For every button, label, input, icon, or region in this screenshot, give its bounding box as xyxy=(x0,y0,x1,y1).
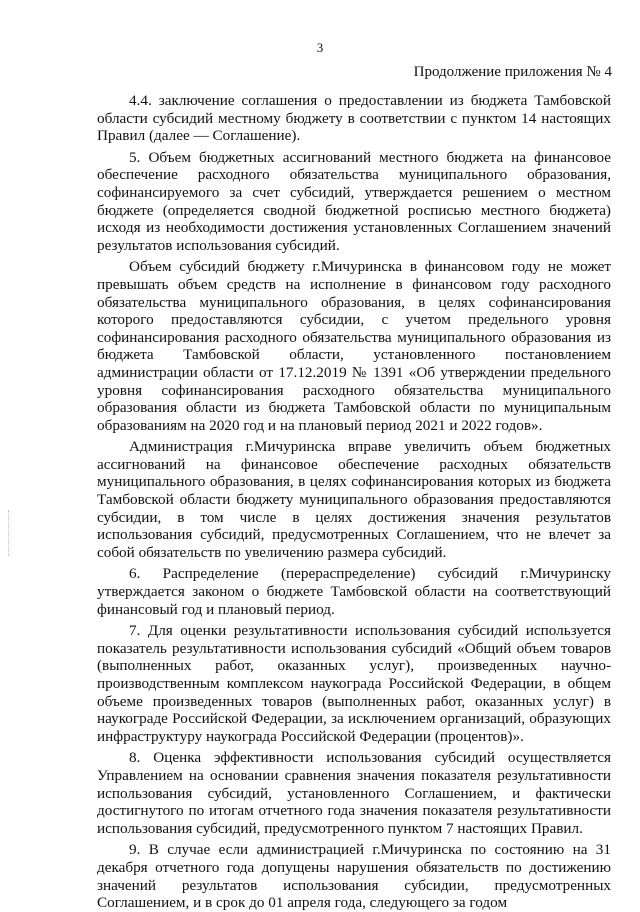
paragraph-5: 5. Объем бюджетных ассигнований местного бюджета на финансовое обеспечение расходного обязательства муниципального образования, софинансируемого за счет субсидий, утверждается решением о местном бюджете (определяется сводной бюджетной росписью местного бюджета) исходя из необходимости достижения установленных Соглашением значений результатов использования субсидий. xyxy=(97,148,611,254)
document-body xyxy=(97,92,611,912)
paragraph-8: 8. Оценка эффективности использования субсидий осуществляется Управлением на основании сравнения значения показателя результативности использования субсидий, установленного Соглашением, и фактически достигнутого по итогам отчетного года значения показателя результативности использования субсидий, предусмотренного пунктом 7 настоящих Правил. xyxy=(97,749,611,837)
continuation-header: Продолжение приложения № 4 xyxy=(413,64,612,80)
paragraph-5-subsidy-volume: Объем субсидий бюджету г.Мичуринска в финансовом году не может превышать объем средств на исполнение в финансовом году расходного обязательства муниципального образования, в целях софинансирования которого предоставляются субсидии, с учетом предельного уровня софинансирования расходного обязательства муниципального образования из бюджета Тамбовской области, установленного постановлением администрации области от 17.12.2019 № 1391 «Об утверждении предельного уровня софинансирования расходного обязательства муниципального образования области из бюджета Тамбовской области по муниципальным образованиям на 2020 год и на плановый период 2021 и 2022 годов». xyxy=(97,258,611,434)
paragraph-6: 6. Распределение (перераспределение) субсидий г.Мичуринску утверждается законом о бюджете Тамбовской области на соответствующий финансовый год и плановый период. xyxy=(97,565,611,618)
paragraph-4-4: 4.4. заключение соглашения о предоставлении из бюджета Тамбовской области субсидий местному бюджету в соответствии с пунктом 14 настоящих Правил (далее — Соглашение). xyxy=(97,92,611,145)
paragraph-7: 7. Для оценки результативности использования субсидий используется показатель результативности использования субсидий «Общий объем товаров (выполненных работ, оказанных услуг), произведенных научно-производственным комплексом наукограда Российской Федерации, в общем объеме произведенных товаров (выполненных работ, оказанных услуг) в наукограде Российской Федерации, за исключением организаций, образующих инфраструктуру наукограда Российской Федерации (процентов)». xyxy=(97,622,611,745)
paragraph-5-administration: Администрация г.Мичуринска вправе увеличить объем бюджетных ассигнований на финансовое обеспечение расходных обязательств муниципального образования, в целях софинансирования которых из бюджета Тамбовской области бюджету муниципального образования предоставляются субсидии, в том числе в целях достижения значения результатов использования субсидий, предусмотренных Соглашением, что не влечет за собой обязательств по увеличению размера субсидий. xyxy=(97,438,611,561)
margin-scan-mark xyxy=(8,510,13,556)
paragraph-9: 9. В случае если администрацией г.Мичуринска по состоянию на 31 декабря отчетного года допущены нарушения обязательств по достижению значений результатов использования субсидии, предусмотренных Соглашением, и в срок до 01 апреля года, следующего за годом xyxy=(97,841,611,912)
page-number: 3 xyxy=(316,40,324,55)
